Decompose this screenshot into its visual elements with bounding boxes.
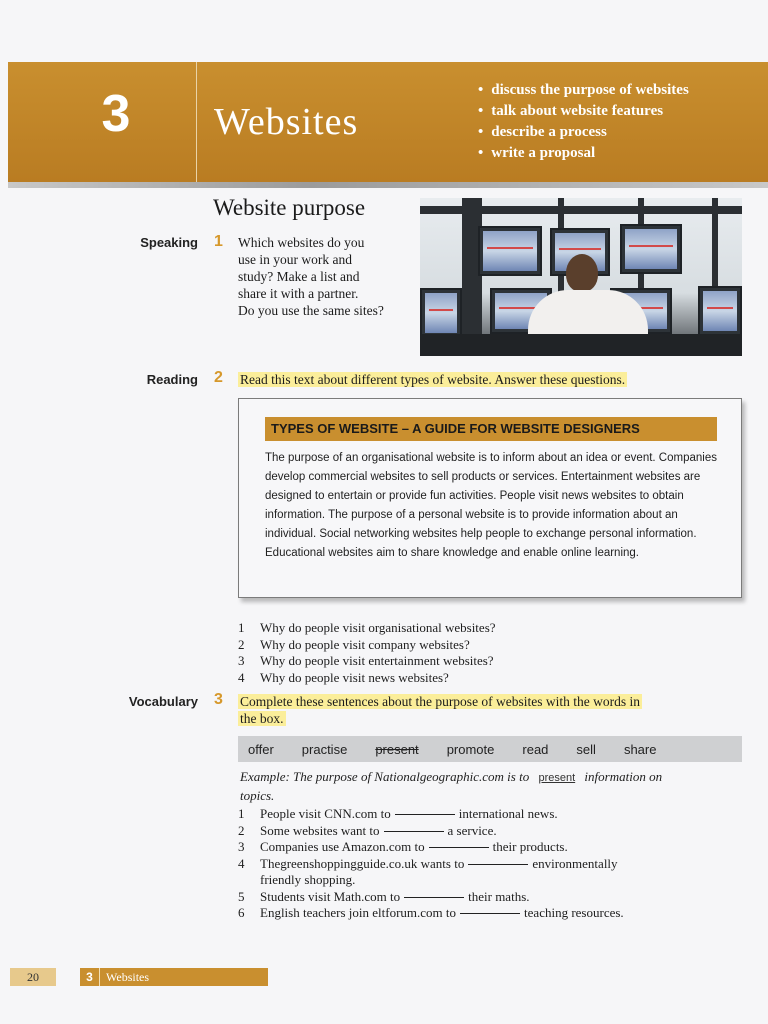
word-item: read xyxy=(522,741,549,757)
fill-in-sentences xyxy=(238,806,624,922)
sentence-item: 6 English teachers join eltforum.com to teaching resources. xyxy=(238,905,624,920)
reading-text-box xyxy=(238,398,742,598)
footer-unit-title: Websites xyxy=(106,970,150,984)
word-item: promote xyxy=(446,741,495,757)
exercise-number-3: 3 xyxy=(214,691,223,708)
answer-blank[interactable] xyxy=(384,831,444,832)
exercise-label-reading: Reading xyxy=(146,372,198,387)
exercise-number-2: 2 xyxy=(214,369,223,386)
prompt-line: share it with a partner. xyxy=(238,286,359,301)
header-divider xyxy=(196,62,197,182)
unit-title: Websites xyxy=(214,101,359,143)
word-item: offer xyxy=(248,741,274,757)
reading-box-body: The purpose of an organisational website is to inform about an idea or event. Companies develop commercial websites to sell products or services. Entertainment websites are designed to entertain or provide fun activities. People visit news websites to obtain information. The purpose of a personal website is to provide information about an individual. Social networking websites help people to exchange personal information. Educational websites aim to share knowledge and enable online learning. xyxy=(265,452,717,559)
exercise-label-vocabulary: Vocabulary xyxy=(128,694,198,709)
highlighted-instruction: Complete these sentences about the purpose of websites with the words in xyxy=(240,694,641,709)
exercise-label-speaking: Speaking xyxy=(140,235,198,250)
sentence-item: 5 Students visit Math.com to their maths. xyxy=(238,888,530,904)
exercise2-instruction xyxy=(238,371,748,388)
footer-unit-label xyxy=(80,968,268,986)
unit-header xyxy=(8,62,768,182)
highlighted-instruction: Read this text about different types of website. Answer these questions. xyxy=(240,372,626,387)
answer-blank[interactable] xyxy=(468,864,528,865)
reading-box-title: TYPES OF WEBSITE – A GUIDE FOR WEBSITE DESIGNERS xyxy=(265,417,717,441)
question-item: 4 Why do people visit news websites? xyxy=(238,669,449,685)
word-item: sell xyxy=(576,741,596,757)
sentence-continuation: friendly shopping. xyxy=(260,872,356,887)
example-answer: present xyxy=(538,772,576,784)
highlighted-instruction: the box. xyxy=(240,711,284,726)
objective-item: • discuss the purpose of websites xyxy=(478,80,689,101)
page-number: 20 xyxy=(10,968,56,986)
sentence-item: 3 Companies use Amazon.com to their products. xyxy=(238,839,568,854)
objective-item: • talk about website features xyxy=(478,101,689,122)
reading-questions xyxy=(238,620,496,686)
objective-item: • write a proposal xyxy=(478,143,689,164)
word-item: practise xyxy=(301,741,348,757)
exercise3-instruction xyxy=(238,693,738,727)
question-item: 3 Why do people visit entertainment websites? xyxy=(238,653,494,668)
question-item: 1 Why do people visit organisational websites? xyxy=(238,620,496,635)
word-box xyxy=(238,736,742,762)
footer-unit-number: 3 xyxy=(80,968,100,986)
unit-number: 3 xyxy=(101,85,131,143)
trading-room-photo xyxy=(420,198,742,356)
prompt-line: Which websites do you xyxy=(238,235,365,250)
sentence-item: 2 Some websites want to a service. xyxy=(238,822,497,838)
word-item: share xyxy=(623,741,657,757)
sentence-item: 1 People visit CNN.com to international news. xyxy=(238,806,558,821)
answer-blank[interactable] xyxy=(460,913,520,914)
header-shadow-strip xyxy=(8,182,768,188)
question-item: 2 Why do people visit company websites? xyxy=(238,636,470,652)
exercise-number-1: 1 xyxy=(214,233,223,250)
objective-item: • describe a process xyxy=(478,122,689,143)
word-item-used: present xyxy=(375,741,419,757)
exercise1-prompt xyxy=(238,234,418,319)
answer-blank[interactable] xyxy=(404,897,464,898)
example-sentence: Example: The purpose of Nationalgeographic.com is to present information on topics. xyxy=(240,769,663,803)
prompt-line: use in your work and xyxy=(238,252,352,267)
section-title: Website purpose xyxy=(213,195,366,220)
prompt-line: study? Make a list and xyxy=(238,269,360,284)
answer-blank[interactable] xyxy=(429,847,489,848)
unit-objectives xyxy=(478,80,689,164)
answer-blank[interactable] xyxy=(395,814,455,815)
sentence-item: 4 Thegreenshoppingguide.co.uk wants to environmentally xyxy=(238,855,618,871)
prompt-line: Do you use the same sites? xyxy=(238,303,384,318)
